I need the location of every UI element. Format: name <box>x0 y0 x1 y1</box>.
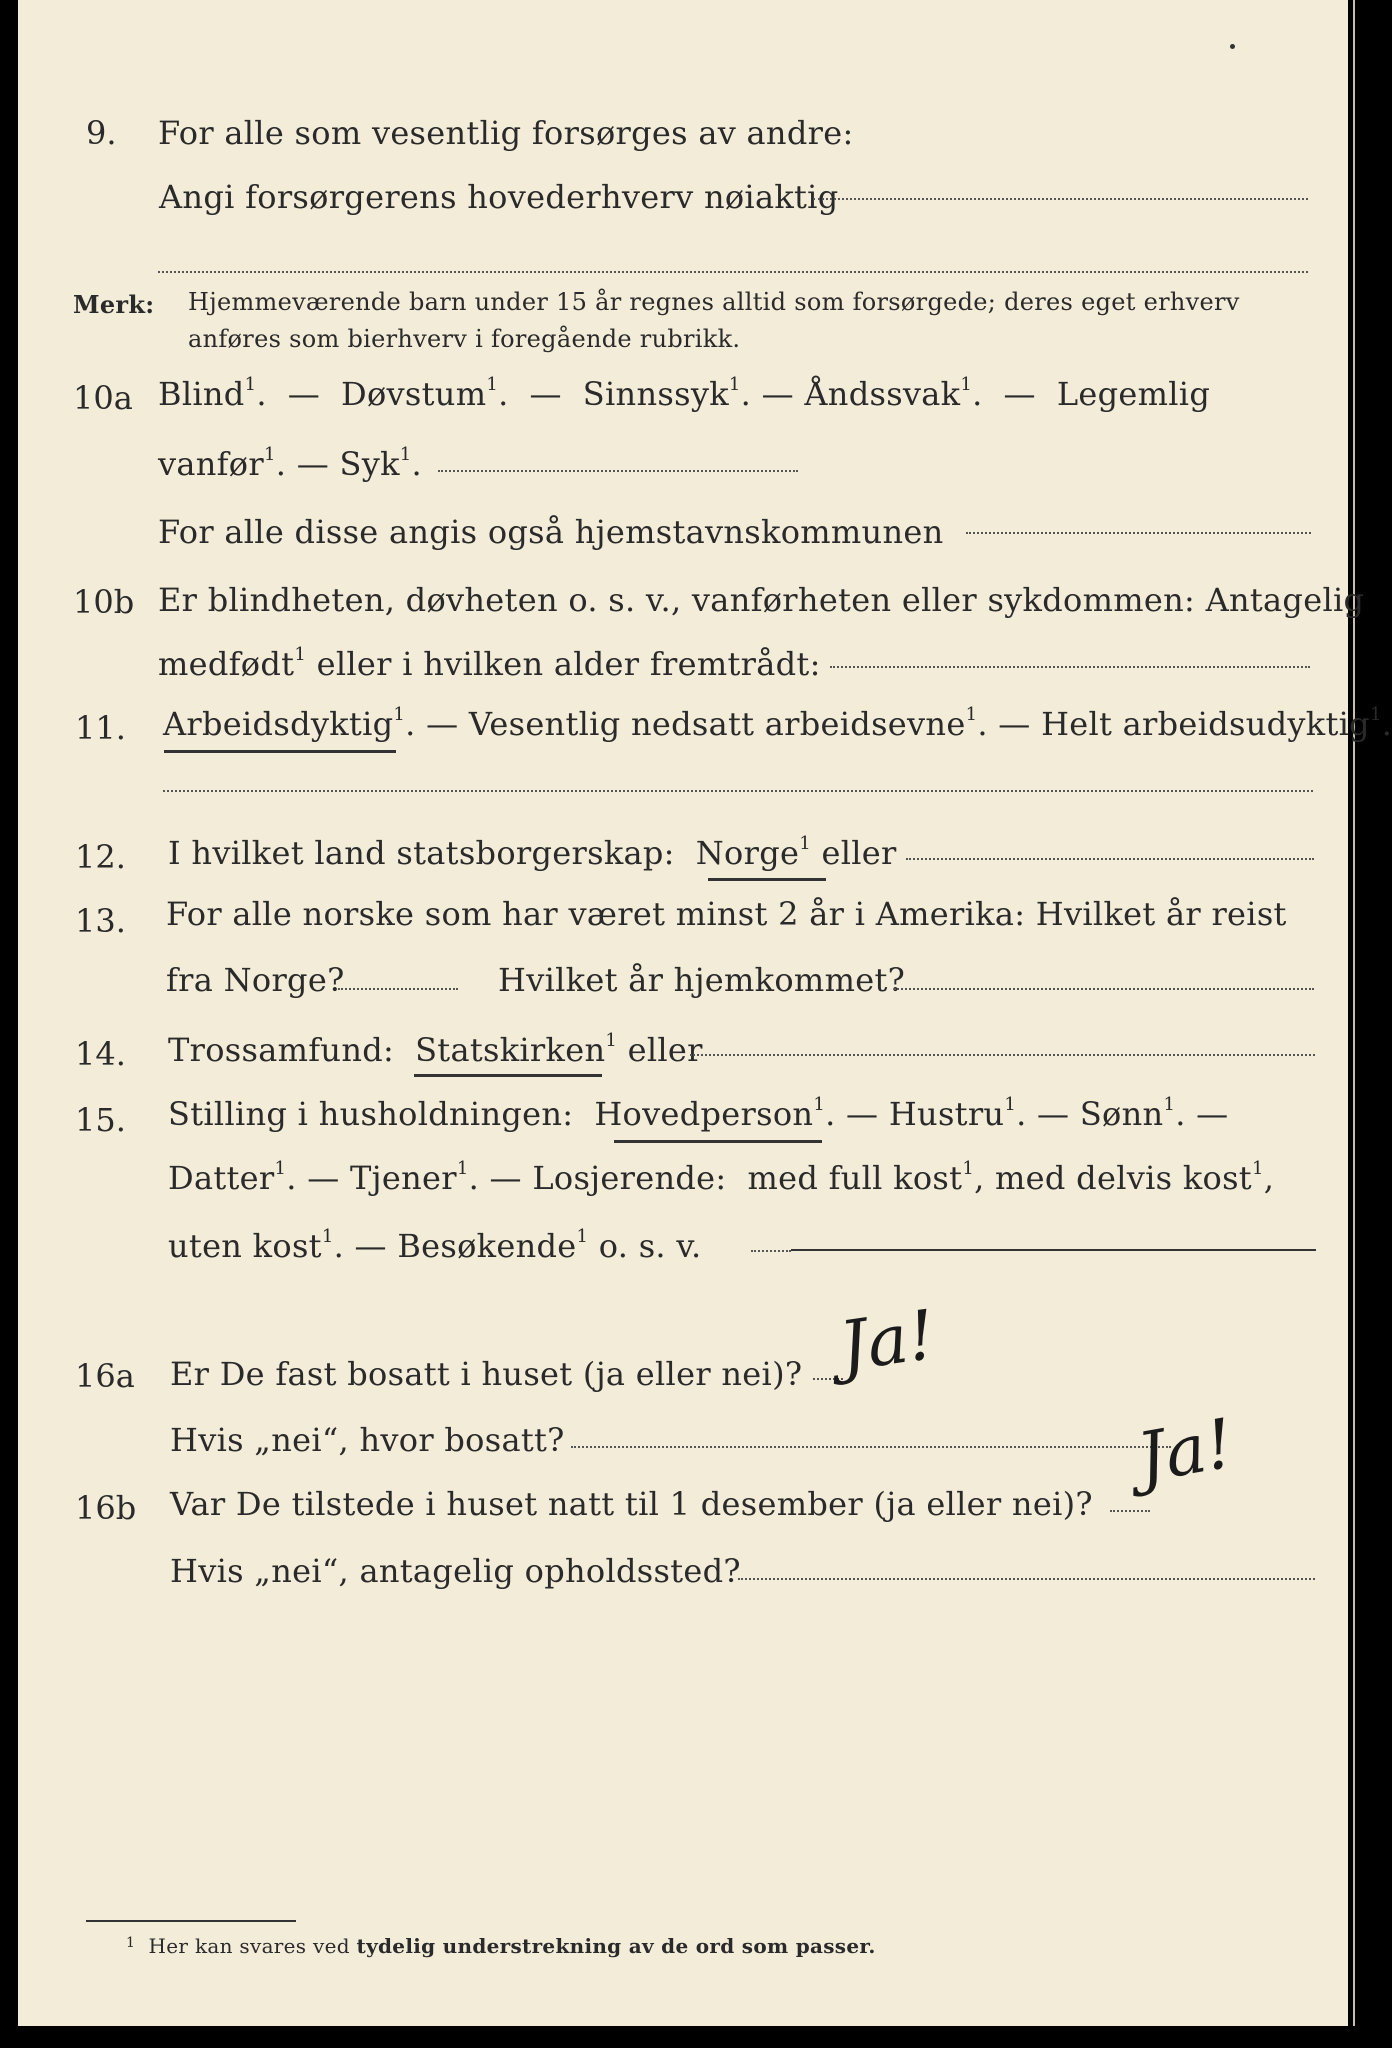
q16a-line-2: Hvis „nei“, hvor bosatt? <box>170 1421 565 1459</box>
q10b-number: 10b <box>73 583 135 621</box>
option-legemlig[interactable]: Legemlig <box>1056 375 1211 413</box>
q13-line-2b: Hvilket år hjemkommet? <box>498 961 906 999</box>
q11-number: 11. <box>75 709 126 747</box>
q11-line: Arbeidsdyktig$^1$. — Vesentlig nedsatt arbeidsevne$^1$. — Helt arbeidsudyktig$^1$. <box>163 704 1392 743</box>
q15-number: 15. <box>75 1101 126 1139</box>
option-med-delvis-kost[interactable]: med delvis kost <box>995 1159 1252 1197</box>
option-hovedperson[interactable]: Hovedperson <box>594 1095 814 1133</box>
ink-speck <box>1230 44 1235 49</box>
q16a-handwritten-answer: Ja! <box>834 1295 941 1388</box>
reist-year-line[interactable] <box>338 988 458 990</box>
q10a-line-3: For alle disse angis også hjemstavnskommunen <box>158 513 944 551</box>
q15-line-3: uten kost$^1$. — Besøkende$^1$ o. s. v. <box>168 1226 702 1265</box>
q16b-number: 16b <box>75 1489 137 1527</box>
q14-answer-line[interactable] <box>690 1054 1315 1056</box>
option-med-full-kost[interactable]: med full kost <box>747 1159 963 1197</box>
q10a-line-1: Blind$^1$. — Døvstum$^1$. — Sinnssyk$^1$. — Åndssvak$^1$. — Legemlig <box>158 374 1211 413</box>
paper-fold <box>1353 0 1355 2026</box>
option-norge[interactable]: Norge <box>695 834 800 872</box>
option-medfodt[interactable]: medfødt <box>158 645 295 683</box>
footnote: $^1$ Her kan svares ved tydelig understrekning av de ord som passer. <box>126 1934 876 1958</box>
q16b-line-2: Hvis „nei“, antagelig opholdssted? <box>170 1552 741 1590</box>
q15-line-1: Stilling i husholdningen: Hovedperson$^1$. — Hustru$^1$. — Sønn$^1$. — <box>168 1094 1229 1133</box>
q10b-line-2: medfødt$^1$ eller i hvilken alder fremtrådt: <box>158 644 821 683</box>
q16a-bosatt-line[interactable] <box>571 1446 1171 1448</box>
option-datter[interactable]: Datter <box>168 1159 275 1197</box>
option-syk[interactable]: Syk <box>339 445 400 483</box>
option-arbeidsudyktig[interactable]: Helt arbeidsudyktig <box>1041 705 1370 743</box>
option-nedsatt-arbeidsevne[interactable]: Vesentlig nedsatt arbeidsevne <box>468 705 966 743</box>
q9-number: 9. <box>86 114 117 152</box>
hovedperson-underline <box>614 1140 822 1143</box>
option-andssvak[interactable]: Åndssvak <box>804 375 961 413</box>
q12-line: I hvilket land statsborgerskap: Norge$^1$ eller <box>168 833 897 872</box>
q15-line-2: Datter$^1$. — Tjener$^1$. — Losjerende: med full kost$^1$, med delvis kost$^1$, <box>168 1158 1275 1197</box>
norge-underline <box>708 878 826 881</box>
option-sinnssyk[interactable]: Sinnssyk <box>582 375 729 413</box>
q13-line-1: For alle norske som har været minst 2 år i Amerika: Hvilket år reist <box>166 895 1287 933</box>
option-statskirken[interactable]: Statskirken <box>415 1031 606 1069</box>
q12-answer-line[interactable] <box>906 858 1314 860</box>
option-uten-kost[interactable]: uten kost <box>168 1227 322 1265</box>
option-losjerende[interactable]: Losjerende: <box>532 1159 727 1197</box>
option-besokende[interactable]: Besøkende <box>397 1227 577 1265</box>
merk-line-2: anføres som bierhverv i foregående rubrikk. <box>188 325 741 353</box>
q16b-line-1: Var De tilstede i huset natt til 1 desember (ja eller nei)? <box>170 1485 1093 1523</box>
q9-answer-line-2[interactable] <box>158 271 1308 273</box>
q9-question: For alle som vesentlig forsørges av andre: <box>158 114 854 152</box>
q16b-answer-line[interactable] <box>1110 1510 1150 1512</box>
q10a-line-2: vanfør$^1$. — Syk$^1$. <box>158 444 423 483</box>
q10a-answer-line[interactable] <box>438 470 798 472</box>
q13-number: 13. <box>75 902 126 940</box>
q15-answer-line[interactable] <box>791 1249 1316 1251</box>
option-dovstum[interactable]: Døvstum <box>341 375 487 413</box>
option-blind[interactable]: Blind <box>158 375 245 413</box>
merk-label: Merk: <box>73 290 155 319</box>
option-vanfor[interactable]: vanfør <box>158 445 264 483</box>
option-tjener[interactable]: Tjener <box>349 1159 457 1197</box>
q9-instruction: Angi forsørgerens hovederhverv nøiaktig <box>159 178 839 216</box>
q16a-line-1: Er De fast bosatt i huset (ja eller nei)? <box>170 1355 803 1393</box>
q9-answer-line[interactable] <box>813 198 1308 200</box>
q14-number: 14. <box>75 1035 126 1073</box>
merk-line-1: Hjemmeværende barn under 15 år regnes alltid som forsørgede; deres eget erhverv <box>188 288 1240 316</box>
q12-number: 12. <box>75 838 126 876</box>
statskirken-underline <box>414 1074 602 1077</box>
arbeidsdyktig-underline <box>164 750 396 753</box>
q16a-number: 16a <box>75 1357 135 1395</box>
option-hustru[interactable]: Hustru <box>888 1095 1005 1133</box>
census-form-page <box>18 0 1392 2026</box>
q14-line: Trossamfund: Statskirken$^1$ eller <box>168 1030 703 1069</box>
footnote-rule <box>86 1920 296 1922</box>
q16a-answer-line[interactable] <box>813 1378 843 1380</box>
option-arbeidsdyktig[interactable]: Arbeidsdyktig <box>163 705 394 743</box>
q10b-line-1: Er blindheten, døvheten o. s. v., vanførheten eller sykdommen: Antagelig <box>158 581 1365 619</box>
q15-answer-dots[interactable] <box>751 1250 791 1252</box>
q10a-number: 10a <box>73 379 133 417</box>
q16b-opholdssted-line[interactable] <box>738 1578 1315 1580</box>
option-sonn[interactable]: Sønn <box>1079 1095 1164 1133</box>
q10b-answer-line[interactable] <box>830 666 1310 668</box>
hjemstavn-answer-line[interactable] <box>966 532 1311 534</box>
hjemkommet-year-line[interactable] <box>894 988 1314 990</box>
q16b-handwritten-answer: Ja! <box>1131 1404 1240 1499</box>
q13-line-2a: fra Norge? <box>166 961 345 999</box>
q11-answer-line[interactable] <box>163 790 1313 792</box>
